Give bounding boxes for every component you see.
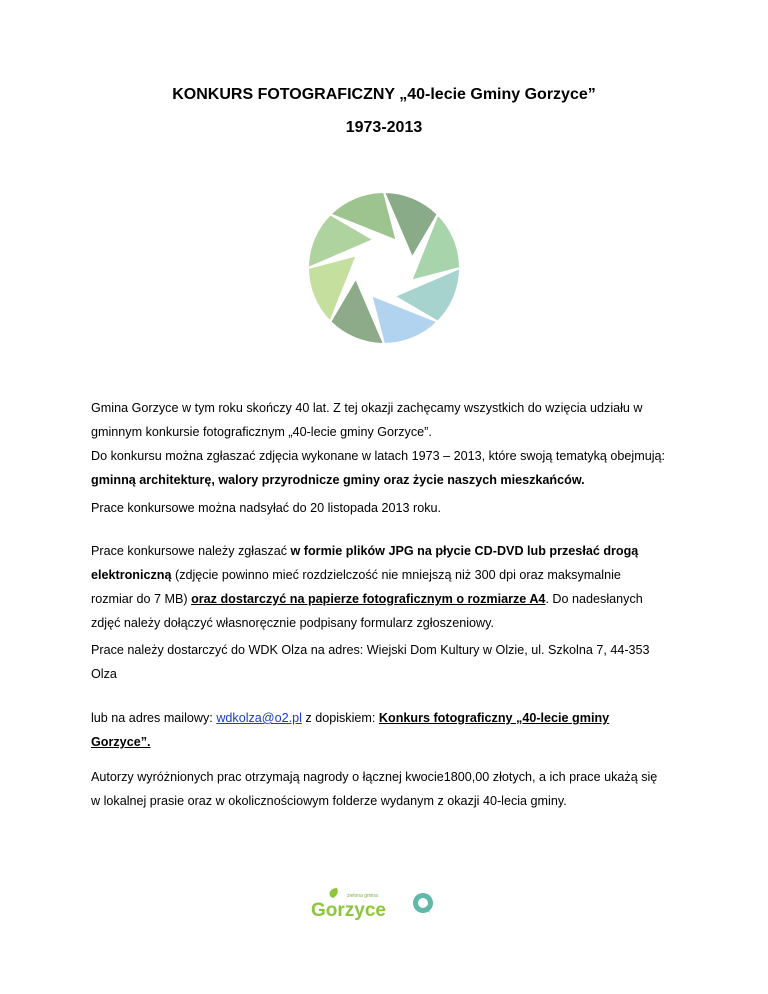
gorzyce-logo: [307, 886, 389, 922]
email-line-1: [91, 706, 691, 730]
format-line-3: [91, 587, 691, 611]
format-text-2: (zdjęcie powinno mieć rozdzielczość nie mniejszą niż 300 dpi oraz maksymalnie: [171, 568, 621, 582]
intro-line-2: gminnym konkursie fotograficznym „40-lecie gminy Gorzyce”.: [91, 425, 432, 439]
address-paragraph: [91, 638, 691, 686]
format-bold-underline: oraz dostarczyć na papierze fotograficznym o rozmiarze A4: [191, 592, 546, 606]
prizes-line-1: Autorzy wyróżnionych prac otrzymają nagrody o łącznej kwocie1800,00 złotych, a ich prace ukażą się: [91, 770, 658, 784]
document-subtitle-years: 1973-2013: [345, 119, 423, 136]
intro-topics-line: gminną architekturę, walory przyrodnicze gminy oraz życie naszych mieszkańców.: [91, 473, 585, 487]
format-line-1: [91, 539, 691, 563]
deadline-paragraph: Prace konkursowe można nadsyłać do 20 listopada 2013 roku.: [91, 501, 442, 515]
email-subject-1: Konkurs fotograficzny „40-lecie gminy: [378, 711, 610, 725]
format-line-4: zdjęć należy dołączyć własnoręcznie podpisany formularz zgłoszeniowy.: [91, 616, 494, 630]
prizes-line-2: w lokalnej prasie oraz w okolicznościowym folderze wydanym z okazji 40-lecia gminy.: [91, 794, 567, 808]
address-line-2: Olza: [91, 667, 117, 681]
logo-tagline: zielona gmina: [347, 893, 378, 899]
intro-line-1: Gmina Gorzyce w tym roku skończy 40 lat. Z tej okazji zachęcamy wszystkich do wzięcia udziału w: [91, 401, 643, 415]
intro-line-3: Do konkursu można zgłaszać zdjęcia wykonane w latach 1973 – 2013, które swoją tematyką obejmują:: [91, 449, 666, 463]
email-link[interactable]: wdkolza@o2.pl: [216, 711, 302, 725]
format-bold-1: w formie plików JPG na płycie CD-DVD lub przesłać drogą: [290, 544, 639, 558]
format-bold-2: elektroniczną: [91, 568, 172, 582]
format-text-3: rozmiar do 7 MB): [91, 592, 192, 606]
intro-paragraph: [91, 396, 691, 492]
submission-format-paragraph: [91, 539, 691, 635]
camera-aperture-icon: [307, 191, 461, 345]
format-text-4: . Do nadesłanych: [545, 592, 643, 606]
prizes-paragraph: [91, 765, 691, 813]
address-line-1: Prace należy dostarczyć do WDK Olza na adres: Wiejski Dom Kultury w Olzie, ul. Szkolna 7, 44-353: [91, 643, 650, 657]
email-middle-text: z dopiskiem:: [301, 711, 379, 725]
email-paragraph: [91, 706, 691, 754]
wdk-olza-logo-icon: [410, 890, 436, 916]
format-line-2: [91, 563, 691, 587]
logo-name: Gorzyce: [311, 900, 386, 921]
leaf-icon: [330, 888, 338, 898]
format-text-1: Prace konkursowe należy zgłaszać: [91, 544, 291, 558]
document-title: KONKURS FOTOGRAFICZNY „40-lecie Gminy Gorzyce”: [172, 86, 596, 103]
email-prefix: lub na adres mailowy:: [91, 711, 217, 725]
email-subject-2: Gorzyce”.: [91, 735, 151, 749]
